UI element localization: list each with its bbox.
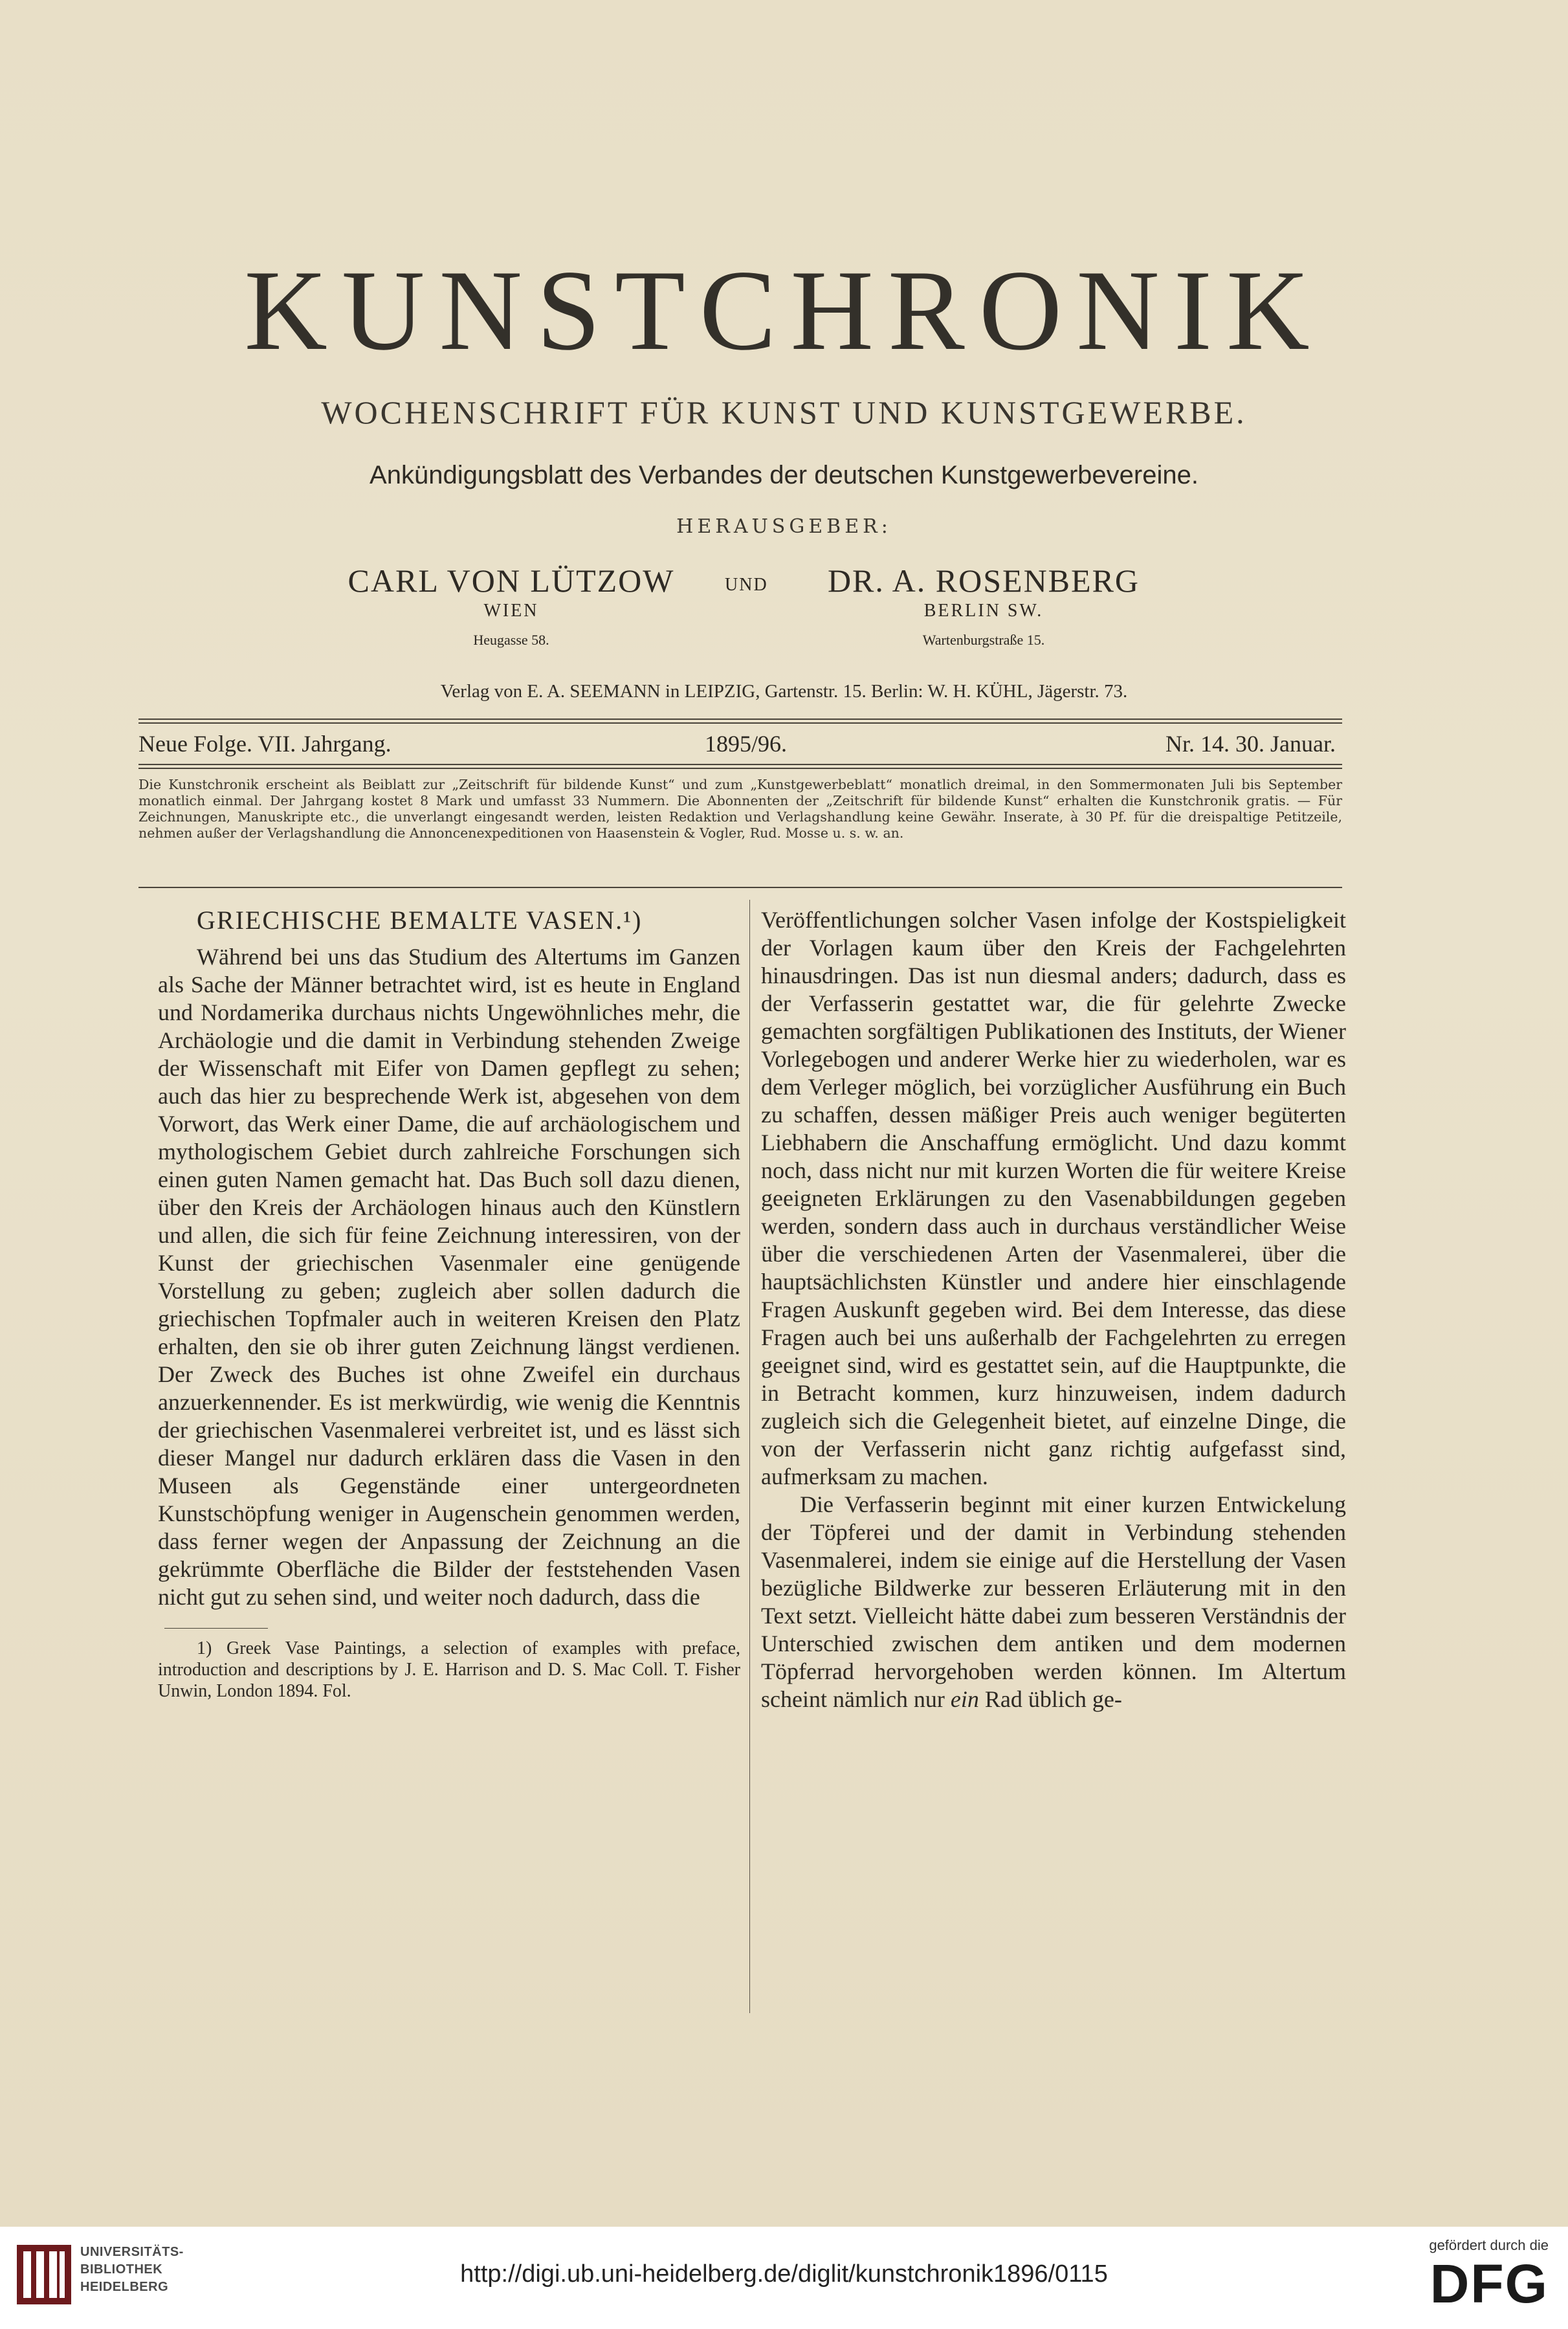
library-name: UNIVERSITÄTS- BIBLIOTHEK HEIDELBERG [80, 2245, 184, 2294]
article-paragraph: Während bei uns das Studium des Altertums im Ganzen als Sache der Männer betrachtet wird, ist es heute in England und Nordamerika durchaus nichts Ungewöhnliches mehr, die Archäologie und die damit in Verbindung stehenden Zweige der Wissenschaft mit Eifer von Damen gepflegt zu sehen; auch das hier zu besprechende Werk ist, abgesehen von dem Vorwort, das Werk einer Dame, die auf archäologischem und mythologischem Gebiet durch zahlreiche Forschungen sich einen guten Namen gemacht hat. Das Buch soll dazu dienen, über den Kreis der Archäologen hinaus auch den Künstlern und allen, die sich für feine Zeichnung interessiren, von der Kunst der griechischen Vasenmaler eine genügende Vorstellung zu geben; zugleich aber sollen dadurch die griechischen Topfmaler auch in weiteren Kreisen den Platz erhalten, den sie ob ihrer guten Zeichnung längst verdienen. Der Zweck des Buches ist ohne Zweifel ein durchaus anzuerkennender. Es ist merkwürdig, wie wenig die Kenntnis der griechischen Vasenmalerei verbreitet ist, und es lässt sich dieser Mangel nur dadurch erklären dass die Vasen in den Museen als Gegenstände einer untergeordneten Kunstschöpfung weniger in Augenschein genommen werden, dass ferner wegen der Anpassung der Zeichnung an die gekrümmte Oberfläche die Bilder der feststehenden Vasen nicht gut zu sehen sind, und weiter noch dadurch, dass die [158, 944, 740, 1610]
rule-divider [138, 764, 1342, 765]
editor-city: BERLIN SW. [923, 601, 1044, 621]
editors-conjunction: UND [725, 575, 768, 595]
article-heading: GRIECHISCHE BEMALTE VASEN.¹) [197, 906, 643, 935]
rule-divider [138, 719, 1342, 720]
footnote-rule [164, 1628, 268, 1629]
article-paragraph: Veröffentlichungen solcher Vasen infolge der Kostspieligkeit der Vorlagen kaum über den Kreis der Fachgelehrten hinausdringen. Das ist nun diesmal anders; dadurch, dass es der Verfasserin gestattet war, die für gelehrte Zwecke gemachten sorgfältigen Publikationen des Instituts, der Wiener Vorlegebogen und anderer Werke hier zu wiederholen, war es dem Verleger möglich, bei vorzüglicher Ausführung ein Buch zu schaffen, dessen mäßiger Preis auch weniger begüterten Liebhabern die Anschaffung ermöglicht. Und dazu kommt noch, dass nicht nur mit kurzen Worten die für weitere Kreise geeigneten Erklärungen zu den Vasenabbildungen gegeben werden, sondern dass auch in durchaus verständlicher Weise über die verschiedenen Arten der Vasenmalerei, über die hauptsächlichsten Künstler und andere hier einschlagende Fragen Auskunft gegeben wird. Bei dem Interesse, das diese Fragen auch bei uns außerhalb der Fachgelehrten zu erregen geeignet sind, wird es gestattet sein, auf die Hauptpunkte, die in Betracht kommen, kurz hinzuweisen, indem dadurch zugleich sich die Gelegenheit bietet, auf einzelne Dinge, die von der Verfasserin nicht ganz richtig aufgefasst sind, aufmerksam zu machen. [761, 907, 1347, 1489]
masthead-subtitle: WOCHENSCHRIFT FÜR KUNST UND KUNSTGEWERBE. [321, 394, 1247, 430]
dfg-wordmark: DFG [1430, 2253, 1549, 2314]
paragraph-text: Die Verfasserin beginnt mit einer kurzen Entwickelung der Töpferei und der damit in Verbindung stehenden Vasenmalerei, indem sie einige auf die Herstellung der Vasen bezügliche Bildwerke zur besseren Erläuterung mit in den Text setzt. Vielleicht hätte dabei zum besseren Verständnis der Unterschied zwischen dem antiken und dem modernen Töpferrad hervorgehoben werden können. Im Altertum scheint nämlich nur [761, 1491, 1346, 1712]
editor-lutzow [337, 562, 686, 649]
funded-by-label: gefördert durch die [1429, 2237, 1549, 2253]
paragraph-text: Rad üblich ge- [978, 1686, 1122, 1712]
emphasized-word: ein [950, 1686, 979, 1712]
article-column-1 [158, 906, 740, 1702]
masthead-title: KUNSTCHRONIK [244, 246, 1324, 374]
issue-series: Neue Folge. VII. Jahrgang. [138, 731, 392, 757]
editor-address: Heugasse 58. [473, 632, 549, 648]
permalink-url[interactable]: http://digi.ub.uni-heidelberg.de/diglit/kunstchronik1896/0115 [460, 2260, 1108, 2288]
article-column-2 [761, 906, 1346, 1713]
rule-divider [138, 768, 1342, 769]
viewer-footer [0, 2227, 1568, 2329]
rule-divider [138, 887, 1342, 888]
editor-name: CARL VON LÜTZOW [348, 563, 675, 599]
footnote: 1) Greek Vase Paintings, a selection of examples with preface, introduction and descriptions by J. E. Harrison and D. S. Mac Coll. T. Fisher Unwin, London 1894. Fol. [158, 1638, 740, 1701]
subscription-notice: Die Kunstchronik erscheint als Beiblatt zur „Zeitschrift für bildende Kunst“ und zum „Kunstgewerbeblatt“ monatlich dreimal, in den Sommermonaten Juli bis September monatlich einmal. Der Jahrgang kostet 8 Mark und umfasst 33 Nummern. Die Abonnenten der „Zeitschrift für bildende Kunst“ erhalten die Kunstchronik gratis. — Für Zeichnungen, Manuskripte etc., die unverlangt eingesandt werden, leisten Redaktion und Verlagshandlung keine Gewähr. Inserate, à 30 Pf. für die dreispaltige Petitzeile, nehmen außer der Verlagshandlung die Annoncenexpeditionen von Haasenstein & Vogler, Rud. Mosse u. s. w. an. [138, 777, 1342, 841]
editor-rosenberg [802, 562, 1165, 649]
dfg-logo[interactable] [1380, 2237, 1549, 2313]
editors-block [0, 562, 1568, 659]
editors-label: HERAUSGEBER: [676, 515, 892, 538]
issue-number: Nr. 14. 30. Januar. [1165, 731, 1336, 757]
issue-line [138, 730, 1342, 763]
article-paragraph [761, 1491, 1346, 1713]
editor-address: Wartenburgstraße 15. [922, 632, 1045, 648]
rule-divider [138, 722, 1342, 724]
issue-year: 1895/96. [705, 731, 788, 757]
column-divider [749, 900, 750, 2013]
publisher-line: Verlag von E. A. SEEMANN in LEIPZIG, Gartenstr. 15. Berlin: W. H. KÜHL, Jägerstr. 73. [440, 681, 1128, 702]
editor-city: WIEN [483, 601, 539, 621]
editor-name: DR. A. ROSENBERG [827, 563, 1140, 599]
masthead-announcement: Ankündigungsblatt des Verbandes der deutschen Kunstgewerbevereine. [370, 461, 1198, 489]
